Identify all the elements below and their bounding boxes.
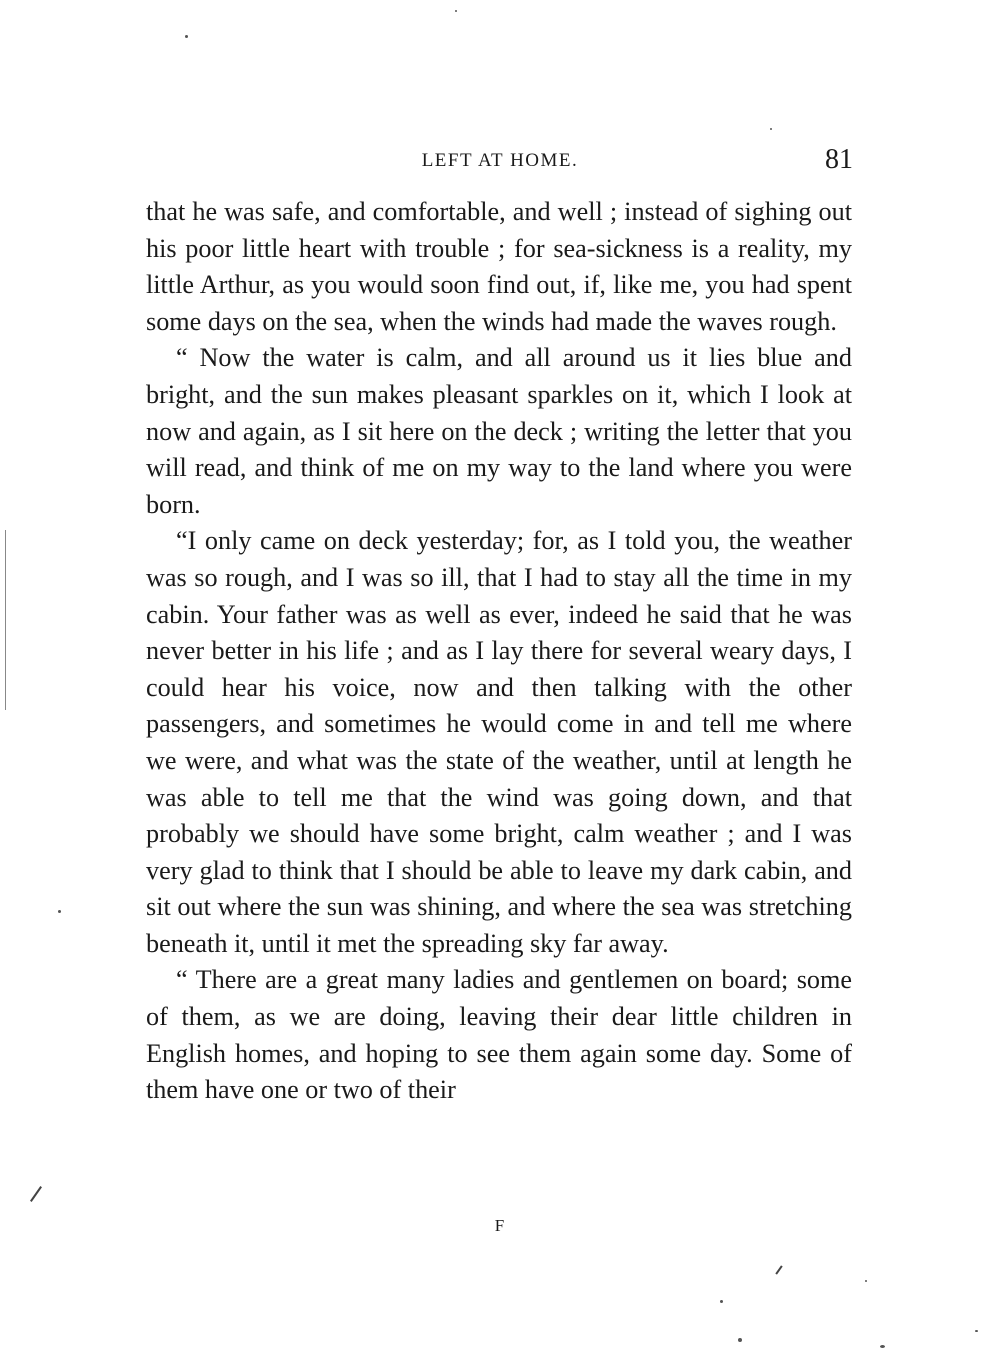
scan-speck [770,128,772,130]
running-title: LEFT AT HOME. [421,150,579,171]
scan-speck [738,1338,742,1342]
scan-speck [720,1300,723,1303]
signature-mark: F [494,1216,506,1235]
scan-stroke [30,1186,42,1202]
scan-speck [975,1330,978,1332]
body-text [146,194,852,1109]
paragraph-1: that he was safe, and comfortable, and well ; instead of sighing out his poor little heart with trouble ; for sea-sickness is a reality, my little Arthur, as you would soon find out, if, like me, you had spent some days on the sea, when the winds had made the waves rough. [146,197,852,336]
scan-stroke [775,1265,782,1274]
scan-speck [455,10,457,12]
scan-speck [865,1280,867,1282]
scan-margin-line [5,530,6,710]
scan-speck [185,35,188,38]
scan-speck [880,1345,885,1348]
scan-speck [58,910,61,913]
paragraph-4: “ There are a great many ladies and gentlemen on board; some of them, as we are doing, leaving their dear little children in English homes, and hoping to see them again some day. Some of them have one or two of their [146,965,852,1105]
paragraph-2: “ Now the water is calm, and all around us it lies blue and bright, and the sun makes pleasant sparkles on it, which I look at now and again, as I sit here on the deck ; writing the letter that you will read, and think of me on my way to the land where you were born. [146,343,852,519]
running-head [147,146,853,176]
paragraph-3: “I only came on deck yesterday; for, as I told you, the weather was so rough, and I was so ill, that I had to stay all the time in my cabin. Your father was as well as ever, indeed he said that he was never better in his life ; and as I lay there for several weary days, I could hear his voice, now and then talking with the other passengers, and sometimes he would come in and tell me where we were, and what was the state of the weather, until at length he was able to tell me that the wind was going down, and that probably we should have some bright, calm weather ; and I was very glad to think that I should be able to leave my dark cabin, and sit out where the sun was shining, and where the sea was stretching beneath it, until it met the spreading sky far away. [146,526,852,958]
page-number: 81 [825,144,853,175]
